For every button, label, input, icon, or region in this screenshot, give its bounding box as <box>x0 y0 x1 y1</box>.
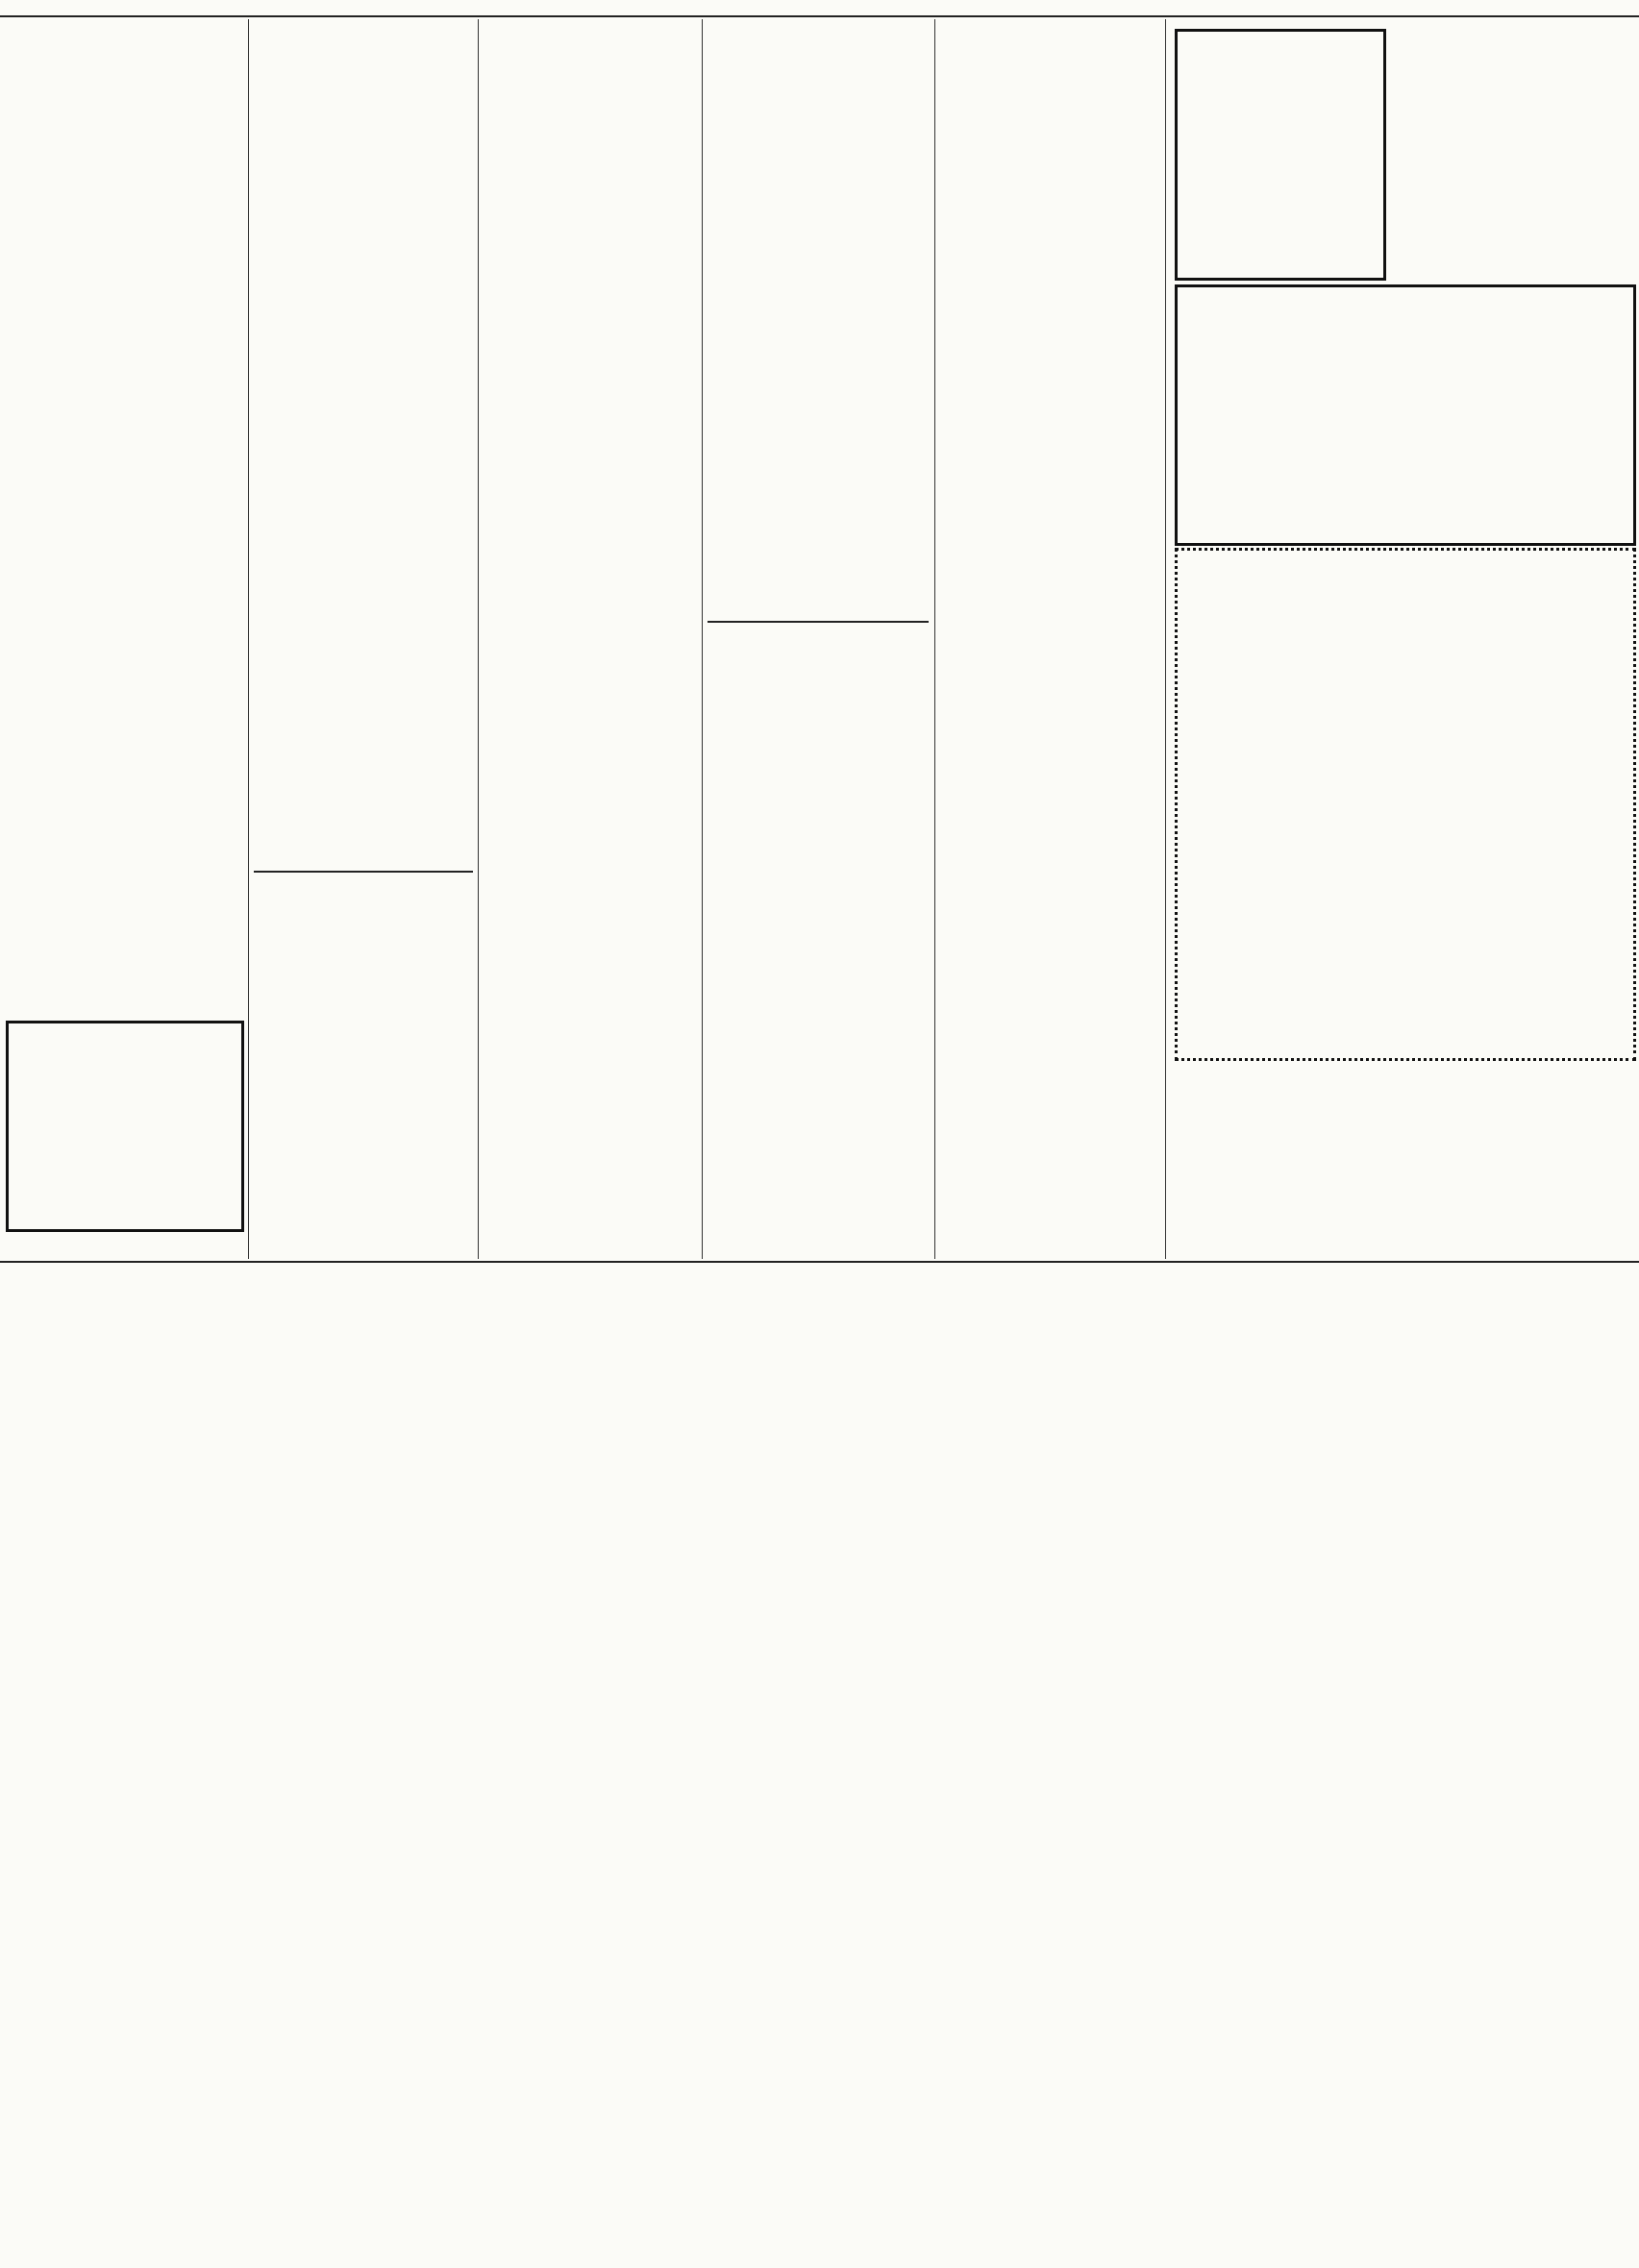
theatros-column <box>6 21 244 1011</box>
tauromaquia-column <box>254 865 473 1249</box>
berlitz-ad <box>1175 29 1386 281</box>
masthead-rule <box>0 0 1639 17</box>
berlitz-line <box>1178 41 1383 49</box>
column-rule <box>1165 19 1166 1259</box>
section-rule <box>0 1261 1639 1263</box>
formosinho-ad <box>1175 284 1636 546</box>
vinhos-ad <box>1390 29 1634 279</box>
correios-column <box>708 615 929 1249</box>
riquezas-column-a <box>484 159 697 1254</box>
salao-foz-ad <box>6 1021 244 1232</box>
column-rule <box>248 19 249 1259</box>
berlitz-open <box>1178 49 1383 57</box>
hungria-ad <box>1175 548 1636 1061</box>
sport-column <box>940 21 1161 1256</box>
column-rule <box>478 19 479 1259</box>
todo-mundo-column <box>254 21 473 867</box>
column-rule <box>934 19 935 1259</box>
riquezas-column-b <box>708 159 929 610</box>
riquezas-header <box>484 21 928 156</box>
column-rule <box>702 19 703 1259</box>
